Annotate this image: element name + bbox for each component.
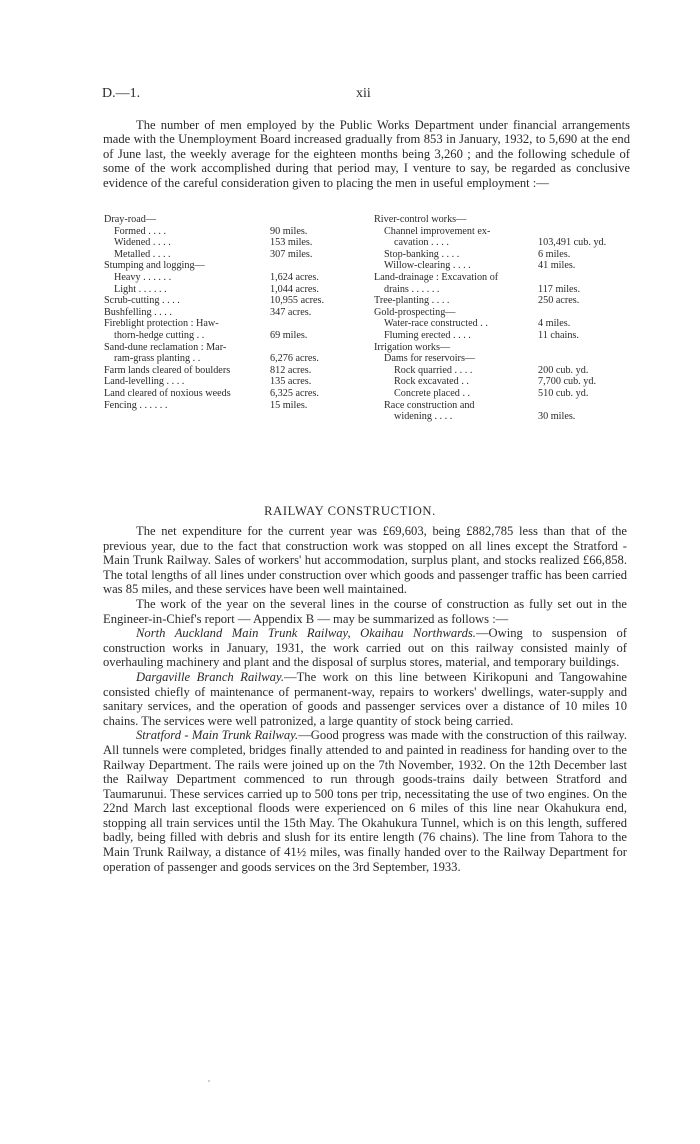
schedule-label: drains . . . . . . bbox=[384, 283, 440, 295]
schedule-label: cavation . . . . bbox=[394, 237, 449, 249]
schedule-value: 6,276 acres. bbox=[270, 353, 319, 365]
schedule-row bbox=[374, 237, 606, 249]
schedule-value: 69 miles. bbox=[270, 329, 308, 341]
schedule-row bbox=[374, 365, 606, 377]
section-heading: RAILWAY CONSTRUCTION. bbox=[264, 504, 436, 518]
paragraph-north-auckland: North Auckland Main Trunk Railway, Okaihau Northwards.—Owing to suspension of construction works in January, 1931, the work carried out on this railway consisted mainly of overhauling machinery and plant and the disposal of surplus stores, material, and temporary buildings. bbox=[103, 626, 628, 670]
schedule-row bbox=[374, 249, 606, 261]
railway-section-body bbox=[103, 524, 627, 874]
schedule-row bbox=[104, 400, 324, 412]
schedule-label: Rock excavated . . bbox=[394, 376, 469, 388]
schedule-row bbox=[104, 284, 324, 296]
schedule-label: Gold-prospecting— bbox=[374, 306, 456, 318]
schedule-row bbox=[374, 353, 606, 365]
line-title: North Auckland Main Trunk Railway, Okaihau Northwards. bbox=[136, 626, 476, 641]
schedule-row bbox=[374, 330, 606, 342]
schedule-row bbox=[104, 226, 324, 238]
schedule-row bbox=[374, 295, 606, 307]
schedule-row bbox=[104, 330, 324, 342]
schedule-row bbox=[374, 226, 606, 238]
schedule-row bbox=[104, 272, 324, 284]
scan-speck bbox=[208, 1080, 210, 1082]
schedule-label: Heavy . . . . . . bbox=[114, 271, 172, 283]
schedule-right-column bbox=[374, 214, 606, 423]
schedule-label: Fencing . . . . . . bbox=[104, 399, 168, 411]
line-title: Stratford - Main Trunk Railway. bbox=[136, 728, 299, 743]
schedule-value: 30 miles. bbox=[538, 411, 576, 423]
schedule-value: 200 cub. yd. bbox=[538, 364, 589, 376]
schedule-label: Widened . . . . bbox=[114, 237, 171, 249]
schedule-label: Fluming erected . . . . bbox=[384, 329, 471, 341]
schedule-label: Water-race constructed . . bbox=[384, 318, 488, 330]
schedule-label: Land cleared of noxious weeds bbox=[104, 387, 231, 399]
schedule-value: 135 acres. bbox=[270, 376, 312, 388]
schedule-value: 1,624 acres. bbox=[270, 271, 319, 283]
schedule-label: Land-drainage : Excavation of bbox=[374, 271, 499, 283]
schedule-row bbox=[374, 214, 606, 226]
schedule-value: 153 miles. bbox=[270, 237, 313, 249]
schedule-label: Formed . . . . bbox=[114, 225, 167, 237]
schedule-value: 41 miles. bbox=[538, 260, 576, 272]
schedule-label: Dams for reservoirs— bbox=[384, 353, 476, 365]
schedule-value: 812 acres. bbox=[270, 364, 312, 376]
schedule-value: 250 acres. bbox=[538, 295, 580, 307]
schedule-value: 103,491 cub. yd. bbox=[538, 237, 607, 249]
schedule-value: 11 chains. bbox=[538, 329, 579, 341]
schedule-label: Rock quarried . . . . bbox=[394, 364, 473, 376]
schedule-row bbox=[374, 307, 606, 319]
schedule-value: 6,325 acres. bbox=[270, 387, 319, 399]
schedule-value: 1,044 acres. bbox=[270, 283, 319, 295]
page-reference: D.—1. bbox=[102, 86, 141, 101]
schedule-label: Metalled . . . . bbox=[114, 248, 171, 260]
schedule-value: 4 miles. bbox=[538, 318, 571, 330]
schedule-value: 307 miles. bbox=[270, 248, 313, 260]
schedule-row bbox=[104, 260, 324, 272]
schedule-value: 117 miles. bbox=[538, 283, 581, 295]
schedule-label: Bushfelling . . . . bbox=[104, 306, 172, 318]
schedule-label: Stop-banking . . . . bbox=[384, 248, 460, 260]
schedule-label: Sand-dune reclamation : Mar- bbox=[104, 341, 227, 353]
schedule-row bbox=[104, 214, 324, 226]
schedule-value: 7,700 cub. yd. bbox=[538, 376, 597, 388]
schedule-row bbox=[374, 342, 606, 354]
schedule-row bbox=[104, 342, 324, 354]
schedule-row bbox=[104, 307, 324, 319]
schedule-row bbox=[104, 353, 324, 365]
paragraph-summary: The work of the year on the several lines in the course of construction as fully set out in the Engineer-in-Chief's report — Appendix B — may be summarized as follows :— bbox=[103, 596, 627, 626]
schedule-label: Dray-road— bbox=[104, 214, 157, 225]
schedule-row bbox=[104, 295, 324, 307]
schedule-left-column bbox=[104, 214, 324, 411]
schedule-label: Stumping and logging— bbox=[104, 260, 205, 272]
schedule-label: Tree-planting . . . . bbox=[374, 295, 450, 307]
schedule-row bbox=[374, 272, 606, 284]
line-title: Dargaville Branch Railway. bbox=[136, 669, 284, 684]
schedule-label: widening . . . . bbox=[394, 411, 453, 423]
schedule-row bbox=[374, 284, 606, 296]
schedule-label: River-control works— bbox=[374, 214, 467, 225]
schedule-row bbox=[104, 365, 324, 377]
schedule-label: Land-levelling . . . . bbox=[104, 376, 185, 388]
intro-paragraph: The number of men employed by the Public Works Department under financial arrangements made with the Unemployment Board increased gradually from 853 in January, 1932, to 5,690 at the end of June last, the weekly average for the eighteen months being 3,260 ; and the following schedule of some of the work accomplished during that period may, I venture to say, be regarded as conclusive evidence of the careful consideration given to placing the men in useful employment :— bbox=[103, 118, 630, 190]
schedule-row bbox=[104, 237, 324, 249]
schedule-value: 347 acres. bbox=[270, 306, 312, 318]
schedule-row bbox=[374, 376, 606, 388]
schedule-row bbox=[104, 318, 324, 330]
schedule-value: 510 cub. yd. bbox=[538, 387, 589, 399]
schedule-label: Fireblight protection : Haw- bbox=[104, 318, 219, 330]
paragraph-expenditure: The net expenditure for the current year was £69,603, being £882,785 less than that of the previous year, due to the fact that construction work was stopped on all lines except the Stratford - Main Trunk Railway. Sales of workers' hut accommodation, surplus plant, and stocks realized £66,858. The total lengths of all lines under construction over which goods and passenger traffic has been carried was 85 miles, and these services have been well maintained. bbox=[103, 524, 627, 597]
schedule-row bbox=[104, 249, 324, 261]
schedule-row bbox=[104, 388, 324, 400]
schedule-value: 90 miles. bbox=[270, 225, 308, 237]
schedule-label: Race construction and bbox=[384, 399, 475, 411]
schedule-value: 15 miles. bbox=[270, 399, 308, 411]
schedule-row bbox=[374, 260, 606, 272]
schedule-row bbox=[374, 400, 606, 412]
paragraph-stratford: Stratford - Main Trunk Railway.—Good progress was made with the construction of this railway. All tunnels were completed, bridges finally attended to and painted in readiness for handing over to the Railway Department. The rails were joined up on the 7th November, 1932. On the 12th December last the Railway Department commenced to run through goods-trains daily between Stratford and Taumarunui. These services carried up to 500 tons per trip, necessitating the use of two engines. On the 22nd March last exceptional floods were experienced on 6 miles of this line near Okahukura end, stopping all train services until the 15th May. The Okahukura Tunnel, which is on this length, suffered badly, being filled with debris and slush for its entire length (76 chains). The line from Tahora to the Main Trunk Railway, a distance of 41½ miles, was finally handed over to the Railway Department for operation of passenger and goods services on the 3rd September, 1933. bbox=[103, 728, 627, 874]
schedule-row bbox=[374, 411, 606, 423]
schedule-label: Farm lands cleared of boulders bbox=[104, 364, 231, 376]
schedule-label: thorn-hedge cutting . . bbox=[114, 329, 205, 341]
schedule-label: Scrub-cutting . . . . bbox=[104, 295, 180, 307]
schedule-row bbox=[374, 388, 606, 400]
paragraph-dargaville: Dargaville Branch Railway.—The work on this line between Kirikopuni and Tangowahine consisted chiefly of maintenance of permanent-way, repairs to workers' dwellings, water-supply and sanitary services, and the operation of goods and passenger services over a distance of 10 miles 10 chains. The services were well patronized, a large quantity of stock being carried. bbox=[103, 669, 627, 728]
schedule-label: Light . . . . . . bbox=[114, 283, 167, 295]
schedule-row bbox=[374, 318, 606, 330]
schedule-label: Willow-clearing . . . . bbox=[384, 260, 471, 272]
schedule-label: Concrete placed . . bbox=[394, 387, 471, 399]
schedule-label: Channel improvement ex- bbox=[384, 225, 491, 237]
schedule-label: Irrigation works— bbox=[374, 341, 451, 353]
schedule-value: 10,955 acres. bbox=[270, 295, 325, 307]
schedule-row bbox=[104, 376, 324, 388]
schedule-label: ram-grass planting . . bbox=[114, 353, 201, 365]
schedule-value: 6 miles. bbox=[538, 248, 571, 260]
page-number: xii bbox=[356, 86, 371, 101]
